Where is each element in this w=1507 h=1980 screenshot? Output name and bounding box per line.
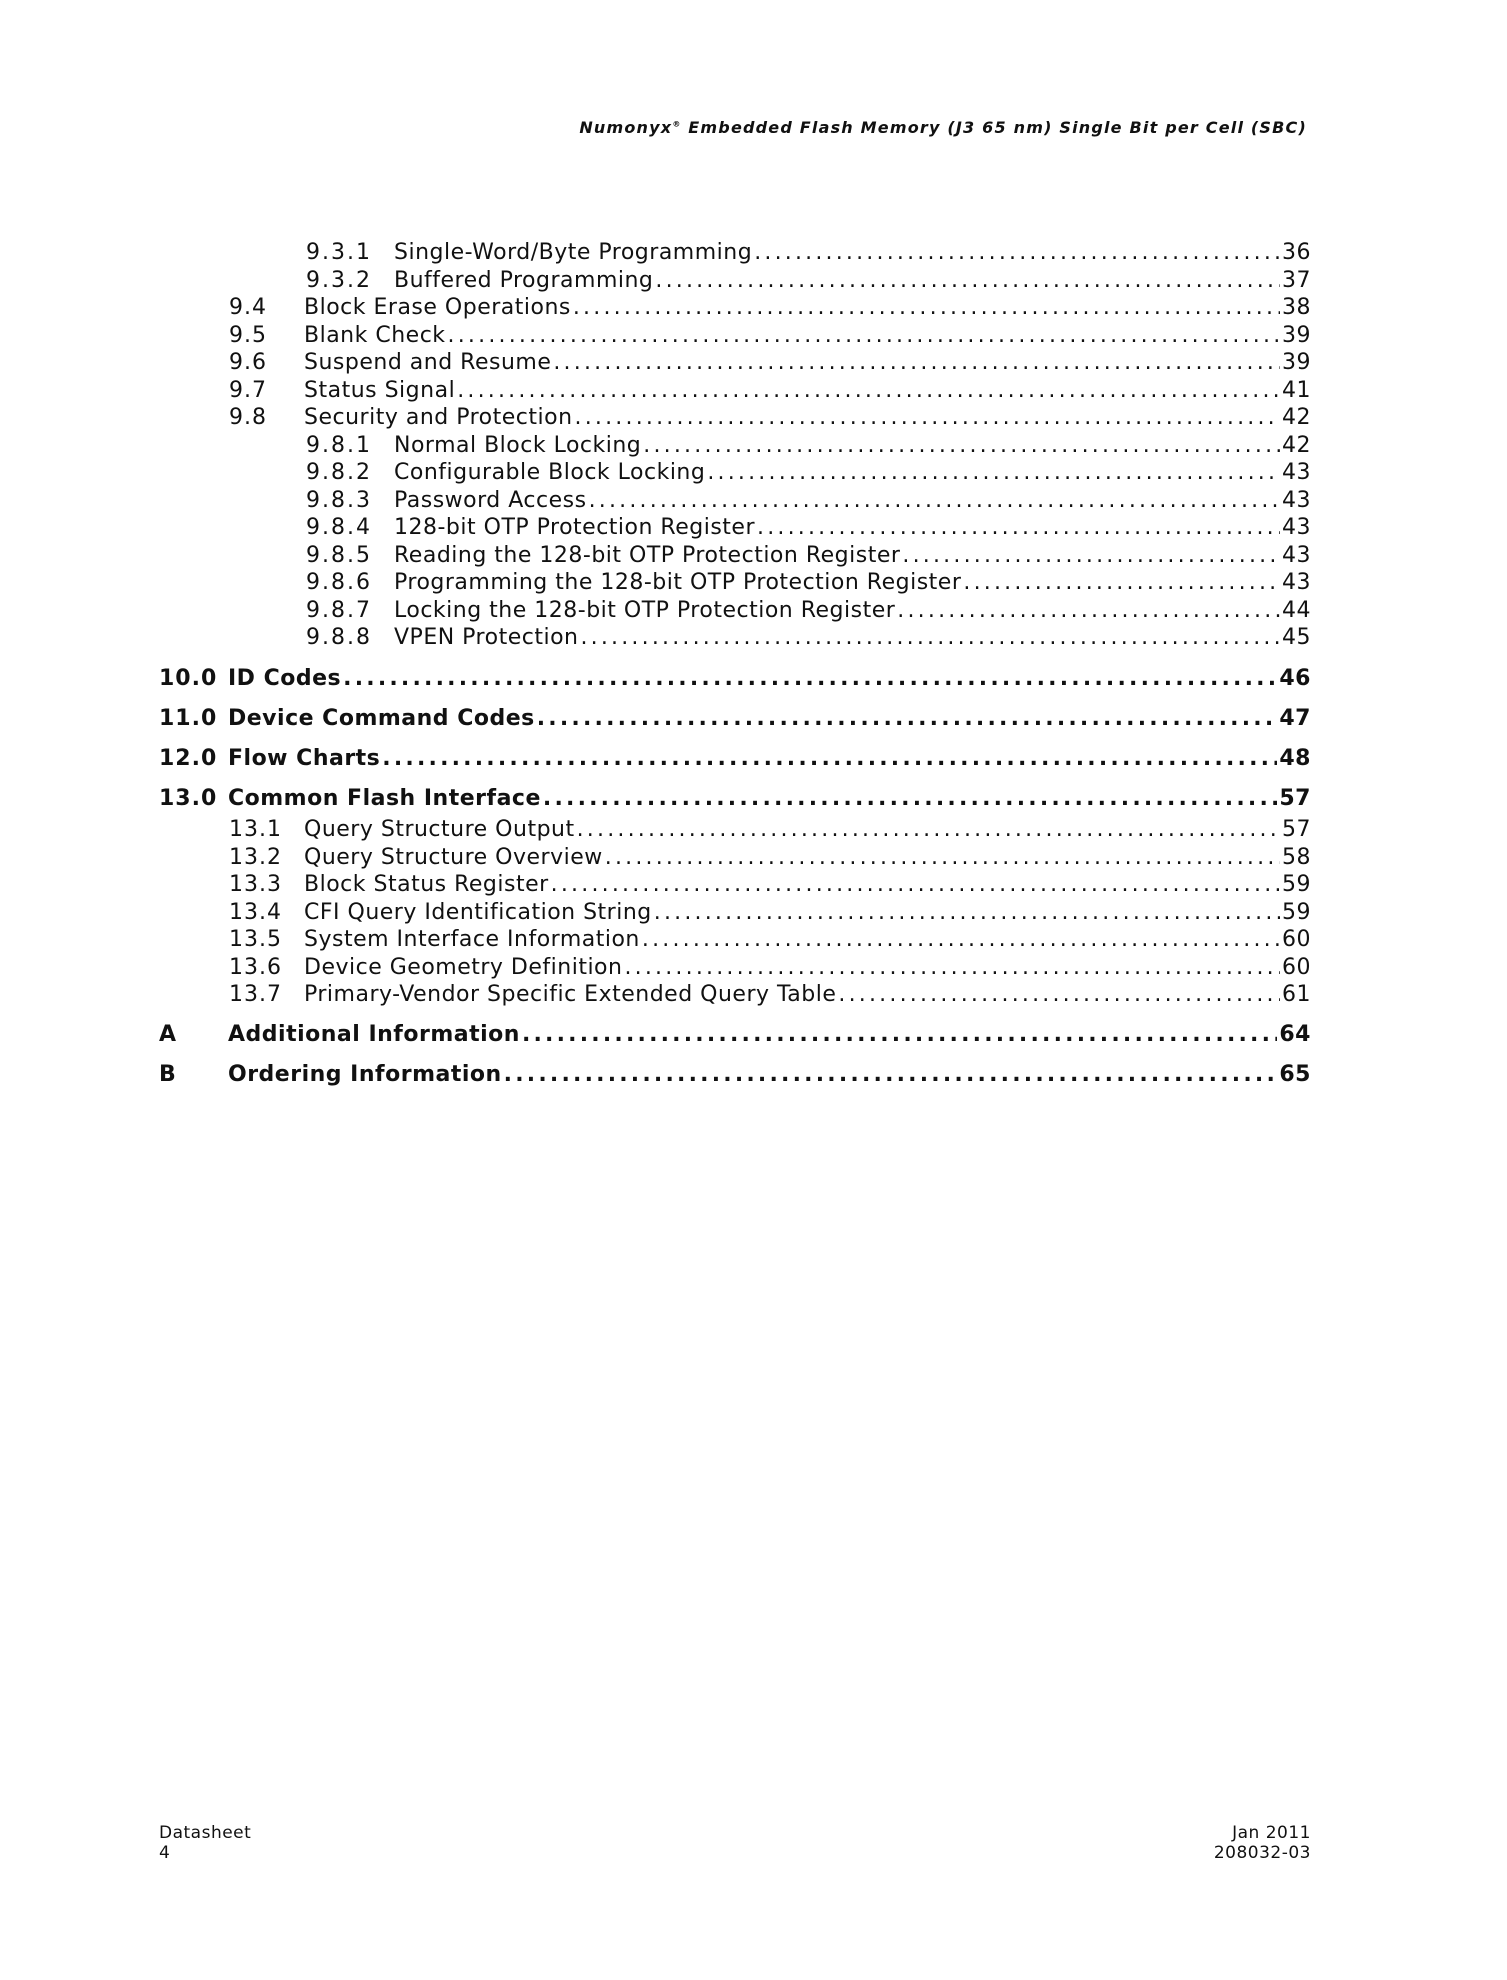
toc-entry-page: 44 [1282,598,1311,623]
toc-entry-title: Buffered Programming [394,268,654,293]
toc-entry-title: CFI Query Identification String [304,900,652,925]
toc-entry-number: 11.0 [159,706,218,731]
toc-entry-number: 9.5 [229,323,267,348]
toc-entry-number: 13.4 [229,900,282,925]
toc-entry-title: VPEN Protection [394,625,579,650]
registered-mark: ® [672,119,682,129]
dot-leader [838,981,1280,1009]
toc-entry-number: 9.7 [229,378,267,403]
toc-entry-page: 42 [1282,405,1311,430]
toc-entry-page: 39 [1282,323,1311,348]
toc-entry-number: 13.1 [229,817,282,842]
toc-entry-title: Ordering Information [228,1062,502,1087]
toc-entry-page: 46 [1279,666,1311,691]
toc-entry[interactable] [0,981,1507,1009]
toc-entry-title: Flow Charts [228,746,381,771]
toc-entry-page: 42 [1282,433,1311,458]
toc-entry-number: 9.8 [229,405,267,430]
toc-entry-title: ID Codes [228,666,342,691]
toc-entry[interactable] [0,542,1507,570]
toc-appendix-entry[interactable] [0,1061,1507,1089]
toc-entry-title: Additional Information [228,1022,520,1047]
toc-entry-title: System Interface Information [304,927,640,952]
dot-leader [580,624,1280,652]
dot-leader [577,816,1280,844]
dot-leader [575,404,1280,432]
toc-entry-number: 9.8.3 [306,488,372,513]
toc-entry-title: Block Status Register [304,872,549,897]
toc-entry-page: 43 [1282,543,1311,568]
toc-entry-number: 9.3.2 [306,268,372,293]
toc-entry[interactable] [0,899,1507,927]
toc-entry-number: 9.8.2 [306,460,372,485]
toc-entry-number: 9.3.1 [306,240,372,265]
toc-entry-number: 9.8.8 [306,625,372,650]
dot-leader [522,1021,1277,1049]
toc-entry-title: Blank Check [304,323,446,348]
dot-leader [448,322,1280,350]
toc-entry-page: 59 [1282,900,1311,925]
toc-appendix-entry[interactable] [0,1021,1507,1049]
toc-entry-page: 36 [1282,240,1311,265]
toc-entry-title: Status Signal [304,378,456,403]
toc-entry[interactable] [0,597,1507,625]
toc-entry-title: Password Access [394,488,587,513]
toc-entry[interactable] [0,816,1507,844]
toc-entry-number: 9.4 [229,295,267,320]
toc-entry-number: 9.8.7 [306,598,372,623]
toc-entry[interactable] [0,322,1507,350]
dot-leader [457,377,1280,405]
toc-chapter-entry[interactable] [0,785,1507,813]
footer-page-number: 4 [159,1843,171,1863]
toc-entry[interactable] [0,239,1507,267]
toc-entry-page: 60 [1282,955,1311,980]
dot-leader [963,569,1280,597]
toc-entry[interactable] [0,514,1507,542]
dot-leader [654,899,1280,927]
header-title: Embedded Flash Memory (J3 65 nm) Single Bit per Cell (SBC) [681,118,1307,137]
toc-entry-number: 9.8.1 [306,433,372,458]
toc-entry-page: 60 [1282,927,1311,952]
toc-entry-title: Reading the 128-bit OTP Protection Register [394,543,901,568]
dot-leader [504,1061,1278,1089]
toc-chapter-entry[interactable] [0,745,1507,773]
footer-right [1214,1823,1311,1863]
toc-entry-page: 47 [1279,706,1311,731]
toc-entry-page: 65 [1279,1062,1311,1087]
dot-leader [553,349,1280,377]
dot-leader [537,705,1278,733]
toc-entry-number: B [159,1062,177,1087]
dot-leader [382,745,1277,773]
header-brand: Numonyx [579,118,673,137]
dot-leader [589,487,1280,515]
dot-leader [655,267,1280,295]
toc-entry-page: 43 [1282,488,1311,513]
dot-leader [551,871,1280,899]
toc-entry-title: Programming the 128-bit OTP Protection Register [394,570,962,595]
toc-entry-number: 9.8.4 [306,515,372,540]
dot-leader [573,294,1280,322]
dot-leader [757,514,1280,542]
toc-entry-page: 43 [1282,460,1311,485]
footer-left [159,1823,251,1863]
toc-entry-number: 10.0 [159,666,218,691]
toc-entry-title: Query Structure Output [304,817,575,842]
footer-doc-number: 208032-03 [1213,1843,1311,1863]
toc-entry-page: 61 [1282,982,1311,1007]
toc-entry-number: A [159,1022,178,1047]
toc-entry-number: 13.5 [229,927,282,952]
toc-entry-page: 43 [1282,570,1311,595]
toc-entry-page: 57 [1279,786,1311,811]
toc-entry[interactable] [0,569,1507,597]
dot-leader [343,665,1277,693]
toc-chapter-entry[interactable] [0,665,1507,693]
dot-leader [624,954,1280,982]
dot-leader [754,239,1280,267]
toc-entry-page: 64 [1279,1022,1311,1047]
toc-entry[interactable] [0,432,1507,460]
toc-entry-number: 9.8.6 [306,570,372,595]
toc-entry-title: Suspend and Resume [304,350,552,375]
toc-entry-title: Device Geometry Definition [304,955,623,980]
toc-entry-number: 9.8.5 [306,543,372,568]
footer-doc-type: Datasheet [159,1823,252,1843]
dot-leader [902,542,1280,570]
toc-entry-number: 13.3 [229,872,282,897]
toc-entry-title: Locking the 128-bit OTP Protection Register [394,598,896,623]
dot-leader [707,459,1280,487]
toc-entry-title: Configurable Block Locking [394,460,706,485]
toc-entry-title: Primary-Vendor Specific Extended Query Table [304,982,837,1007]
toc-entry-page: 57 [1282,817,1311,842]
toc-entry[interactable] [0,459,1507,487]
toc-entry-page: 48 [1279,746,1311,771]
toc-entry[interactable] [0,267,1507,295]
toc-entry-title: Security and Protection [304,405,573,430]
toc-entry[interactable] [0,349,1507,377]
toc-entry[interactable] [0,487,1507,515]
toc-entry-page: 38 [1282,295,1311,320]
toc-entry-page: 45 [1282,625,1311,650]
toc-entry-page: 43 [1282,515,1311,540]
toc-entry-number: 13.0 [159,786,218,811]
toc-entry-title: Normal Block Locking [394,433,642,458]
dot-leader [643,432,1280,460]
footer-date: Jan 2011 [1232,1823,1311,1843]
toc-entry[interactable] [0,954,1507,982]
toc-entry-number: 13.7 [229,982,282,1007]
toc-entry[interactable] [0,294,1507,322]
toc-entry-number: 9.6 [229,350,267,375]
toc-entry-number: 12.0 [159,746,218,771]
toc-entry-page: 39 [1282,350,1311,375]
toc-entry-number: 13.6 [229,955,282,980]
dot-leader [642,926,1280,954]
toc-entry[interactable] [0,871,1507,899]
dot-leader [605,844,1280,872]
toc-entry-number: 13.2 [229,845,282,870]
toc-entry-title: Common Flash Interface [228,786,541,811]
dot-leader [543,785,1277,813]
toc-entry[interactable] [0,404,1507,432]
toc-entry-title: Single-Word/Byte Programming [394,240,753,265]
toc-entry[interactable] [0,624,1507,652]
toc-entry-page: 58 [1282,845,1311,870]
toc-entry[interactable] [0,926,1507,954]
toc-chapter-entry[interactable] [0,705,1507,733]
toc-entry-title: 128-bit OTP Protection Register [394,515,756,540]
toc-entry-title: Device Command Codes [228,706,535,731]
toc-entry-page: 41 [1282,378,1311,403]
toc-entry[interactable] [0,844,1507,872]
toc-entry-title: Block Erase Operations [304,295,571,320]
toc-entry[interactable] [0,377,1507,405]
dot-leader [897,597,1280,625]
toc-entry-page: 59 [1282,872,1311,897]
toc-entry-title: Query Structure Overview [304,845,603,870]
toc-entry-page: 37 [1282,268,1311,293]
